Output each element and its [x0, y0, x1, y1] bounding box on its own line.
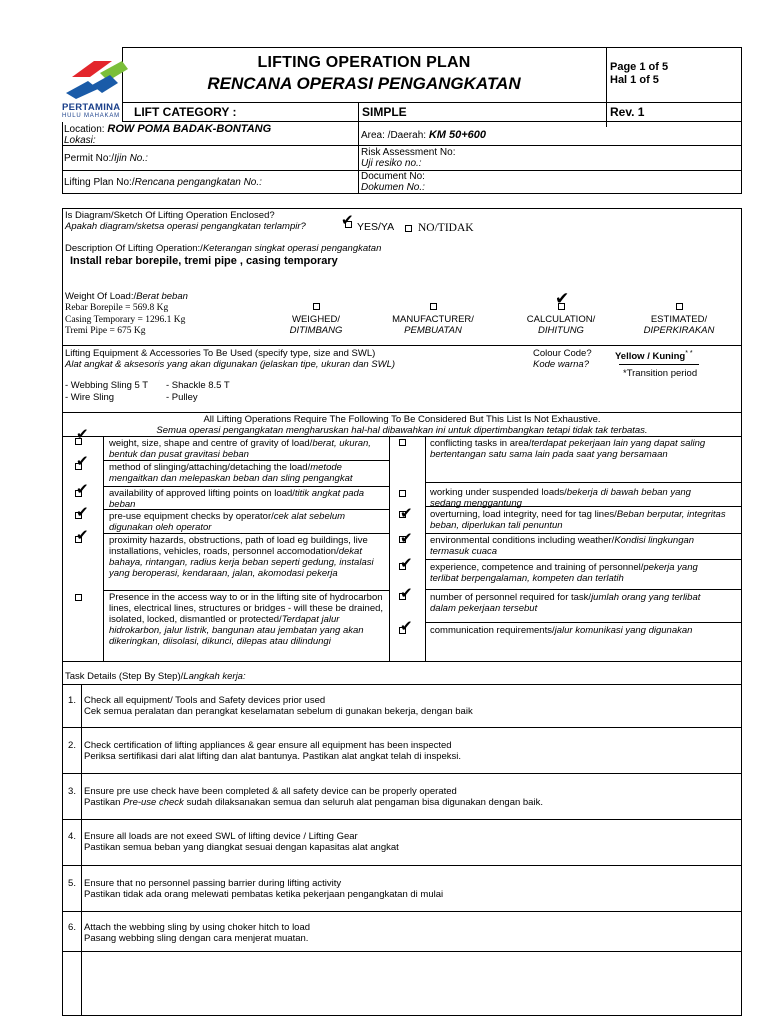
consideration-checkbox[interactable]	[399, 627, 406, 634]
weight-label	[65, 291, 188, 302]
page-number	[610, 61, 668, 86]
page-title-en: LIFTING OPERATION PLAN	[257, 54, 471, 71]
item-id: jalur komunikasi yang digunakan	[554, 625, 693, 636]
equipment-item: - Wire Sling	[65, 392, 115, 403]
description-value: Install rebar borepile, tremi pipe , casing temporary	[70, 255, 338, 267]
consideration-checkbox[interactable]	[75, 438, 82, 445]
risk-field	[361, 147, 455, 169]
item-id: Terdapat jalur hidrokarbon, jalur listrik, bangunan atau jembatan yang akan dikeringkan, diisolasi, dikunci, dilepas atau dilindungi	[109, 614, 364, 647]
item-id: dekat bahaya, rintangan, radius kerja beban seperti gedung, instalasi yang beroperasi, kendaraan, jalan, akomodasi pekerja	[109, 546, 374, 579]
item-id: titik angkat pada beban	[109, 488, 365, 510]
weight-item: Casing Temporary = 1296.1 Kg	[65, 314, 186, 325]
item-id: Kondisi lingkungan termasuk cuaca	[430, 535, 695, 557]
lift-category-value: SIMPLE	[362, 105, 407, 119]
item-en: method of slinging/attaching/detaching the load/	[109, 462, 311, 473]
equipment-item: - Pulley	[166, 392, 198, 403]
step-number: 3.	[68, 786, 76, 797]
step-number: 5.	[68, 878, 76, 889]
equipment-item: - Webbing Sling 5 T	[65, 380, 149, 391]
document-field	[361, 171, 425, 193]
logo-name: PERTAMINA	[62, 102, 121, 113]
item-id: berat, ukuran, bentuk dan pusat gravitasi beban	[109, 438, 371, 460]
weight-items	[65, 303, 185, 338]
step-id-pre: Pastikan	[84, 797, 124, 808]
diagram-question-en: Is Diagram/Sketch Of Lifting Operation Enclosed?	[65, 210, 275, 221]
info-table	[62, 122, 742, 194]
method-en: WEIGHED/	[291, 314, 341, 325]
consideration-item	[109, 511, 385, 533]
method-en: MANUFACTURER/	[392, 314, 474, 325]
method-id: DITIMBANG	[289, 325, 343, 336]
consideration-item	[109, 462, 385, 484]
consideration-checkbox[interactable]	[399, 563, 406, 570]
step-en: Ensure all loads are not exeed SWL of lifting device / Lifting Gear	[84, 831, 358, 842]
calculation-check-icon: ✔	[555, 289, 570, 309]
consideration-item	[109, 535, 387, 579]
risk-label: Risk Assessment No:	[361, 147, 456, 158]
item-en: environmental conditions including weather/	[430, 535, 615, 546]
lift-category-row	[122, 102, 742, 122]
yes-label: YES/YA	[357, 221, 395, 233]
location-label-id: Lokasi:	[64, 135, 96, 146]
permit-label-id: Ijin No.:	[114, 153, 148, 164]
item-en: overturning, load integrity, need for tag lines/	[430, 509, 617, 520]
manufacturer-checkbox[interactable]	[430, 303, 437, 310]
permit-label: Permit No:/	[64, 153, 115, 164]
colour-code-label	[533, 348, 592, 370]
no-label: NO/TIDAK	[418, 222, 474, 234]
colour-code-mark: * *	[685, 350, 693, 357]
consideration-item	[109, 592, 387, 647]
diagram-question	[65, 210, 325, 232]
item-en: availability of approved lifting points on load/	[109, 488, 295, 499]
consideration-item	[430, 592, 720, 614]
item-id: cek alat sebelum digunakan oleh operator	[109, 511, 346, 533]
item-en: weight, size, shape and centre of gravity of load/	[109, 438, 313, 449]
permit-field	[64, 153, 148, 164]
equipment-item: - Shackle 8.5 T	[166, 380, 230, 391]
colour-code-value-text: Yellow / Kuning	[615, 351, 686, 363]
item-en: conflicting tasks in area/	[430, 438, 532, 449]
plan-label-id: Rencana pengangkatan No.:	[134, 177, 262, 188]
document-label: Document No:	[361, 171, 425, 182]
plan-label: Lifting Plan No:/	[64, 177, 135, 188]
considerations-intro-en: All Lifting Operations Require The Following To Be Considered But This List Is Not Exhaustive.	[203, 414, 601, 425]
check-icon: ✔	[400, 617, 413, 635]
consideration-item	[430, 487, 720, 509]
check-icon: ✔	[76, 425, 89, 443]
consideration-checkbox[interactable]	[399, 593, 406, 600]
consideration-checkbox[interactable]	[399, 490, 406, 497]
description-label	[65, 243, 381, 254]
step-number: 2.	[68, 740, 76, 751]
risk-label-id: Uji resiko no.:	[361, 158, 422, 169]
step-number: 1.	[68, 695, 76, 706]
method-en: ESTIMATED/	[650, 314, 708, 325]
task-details-label-id: Langkah kerja:	[183, 671, 246, 682]
weight-label-en: Weight Of Load:/	[65, 291, 137, 302]
method-manufacturer	[383, 301, 483, 336]
consideration-checkbox[interactable]	[75, 490, 82, 497]
consideration-checkbox[interactable]	[399, 536, 406, 543]
consideration-item	[109, 488, 385, 510]
weight-item: Tremi Pipe = 675 Kg	[65, 326, 146, 336]
description-label-id: Keterangan singkat operasi pengangkatan	[202, 243, 382, 254]
area-label: Area: /Daerah:	[361, 130, 429, 141]
consideration-item	[430, 438, 720, 460]
item-id: bekerja di bawah beban yang sedang menggantung	[430, 487, 691, 509]
item-id: terdapat pekerjaan lain yang dapat saling bertentangan satu sama lain pada saat yang bersamaan	[430, 438, 706, 460]
consideration-checkbox[interactable]	[399, 511, 406, 518]
step-id: Cek semua peralatan dan perangkat keselamatan sebelum di gunakan bekerja, dengan baik	[84, 706, 473, 717]
item-en: communication requirements/	[430, 625, 555, 636]
check-icon: ✔	[76, 452, 89, 470]
colour-code-value	[615, 348, 693, 362]
location-field	[64, 124, 271, 146]
item-en: pre-use equipment checks by operator/	[109, 511, 274, 522]
considerations-intro-id: Semua operasi pengangkatan mengharuskan hal-hal dibawahkan ini untuk dipertimbangkan tetapi tidak tak terbatas.	[156, 425, 648, 436]
item-id: metode mengaitkan dan melepaskan beban dan sling pengangkat	[109, 462, 353, 484]
step-en: Check certification of lifting appliances & gear ensure all equipment has been inspected	[84, 740, 452, 751]
step-en: Attach the webbing sling by using choker hitch to load	[84, 922, 311, 933]
document-label-id: Dokumen No.:	[361, 182, 425, 193]
check-icon: ✔	[400, 584, 413, 602]
task-details-label-en: Task Details (Step By Step)/	[65, 671, 184, 682]
consideration-item	[109, 438, 385, 460]
check-icon: ✔	[400, 529, 413, 547]
step-number: 6.	[68, 922, 76, 933]
item-en: experience, competence and training of personnel/	[430, 562, 644, 573]
item-id: jumlah orang yang terlibat dalam pekerjaan tersebut	[430, 592, 701, 614]
step-id: Periksa sertifikasi dari alat lifting dan alat bantunya. Pastikan alat angkat telah di inspeksi.	[84, 751, 462, 762]
step-id: Pastikan tidak ada orang melewati pembatas ketika pekerjaan pengangkatan di mulai	[84, 889, 444, 900]
considerations-intro	[63, 414, 741, 436]
location-label: Location:	[64, 124, 108, 135]
yes-checkbox[interactable]	[345, 221, 352, 228]
consideration-checkbox[interactable]	[75, 512, 82, 519]
consideration-checkbox[interactable]	[75, 594, 82, 601]
plan-field	[64, 177, 262, 188]
colour-code-id: Kode warna?	[533, 359, 589, 370]
item-id: pekerja yang terlibat berpengalaman, kompeten dan terlatih	[430, 562, 698, 584]
item-en: number of personnel required for task/	[430, 592, 592, 603]
item-en: proximity hazards, obstructions, path of load eg buildings, live installations, vehicles, roads, personnel accomodation/	[109, 535, 368, 557]
diagram-question-id: Apakah diagram/sketsa operasi pengangkatan terlampir?	[65, 221, 306, 232]
item-en: working under suspended loads/	[430, 487, 567, 498]
yes-check-icon: ✔	[341, 211, 354, 229]
description-label-en: Description Of Lifting Operation:/	[65, 243, 203, 254]
consideration-item	[430, 535, 720, 557]
check-icon: ✔	[400, 554, 413, 572]
lift-category-label: LIFT CATEGORY :	[134, 105, 237, 119]
logo-subtitle: HULU MAHAKAM	[62, 113, 120, 119]
rev-number: Rev. 1	[610, 105, 645, 119]
check-icon: ✔	[76, 526, 89, 544]
item-en: Presence in the access way to or in the lifting site of hydrocarbon lines, electrical lines, structures or bridges - will these be drained, isolated, locked, dismantled or protected/	[109, 592, 384, 625]
step-number: 4.	[68, 831, 76, 842]
equipment-label-en: Lifting Equipment & Accessories To Be Used (specify type, size and SWL)	[65, 348, 376, 359]
colour-code-en: Colour Code?	[533, 348, 592, 359]
equipment-label	[65, 348, 395, 370]
page-title-id: RENCANA OPERASI PENGANGKATAN	[207, 74, 521, 93]
consideration-checkbox[interactable]	[75, 536, 82, 543]
page-number-en: Page 1 of 5	[610, 61, 669, 73]
method-weighed	[271, 301, 361, 336]
weight-item: Rebar Borepile = 569.8 Kg	[65, 303, 169, 313]
consideration-item	[430, 625, 720, 636]
method-en: CALCULATION/	[526, 314, 596, 325]
step-en: Ensure that no personnel passing barrier during lifting activity	[84, 878, 342, 889]
step-id: Pastikan semua beban yang diangkat sesuai dengan kapasitas alat angkat	[84, 842, 399, 853]
method-estimated	[629, 301, 729, 336]
step-en: Check all equipment/ Tools and Safety devices prior used	[84, 695, 326, 706]
title-block	[122, 54, 606, 94]
page-number-id: Hal 1 of 5	[610, 74, 659, 86]
consideration-item	[430, 509, 730, 531]
check-icon: ✔	[76, 480, 89, 498]
check-icon: ✔	[76, 503, 89, 521]
weight-label-id: Berat beban	[136, 291, 188, 302]
transition-note: *Transition period	[623, 368, 698, 379]
item-id: Beban berputar, integritas beban, diperlukan tali penuntun	[430, 509, 726, 531]
method-id: DIHITUNG	[538, 325, 584, 336]
method-id: DIPERKIRAKAN	[643, 325, 715, 336]
step-id-post: sudah dilaksanakan semua dan seluruh alat pengaman bisa digunakan dengan baik.	[183, 797, 543, 808]
step-en: Ensure pre use check have been completed & all safety device can be properly operated	[84, 786, 457, 797]
check-icon: ✔	[400, 504, 413, 522]
task-details-label	[65, 671, 246, 682]
main-body	[62, 208, 742, 1016]
no-checkbox[interactable]	[405, 225, 412, 232]
consideration-item	[430, 562, 720, 584]
consideration-checkbox[interactable]	[399, 439, 406, 446]
area-value: KM 50+600	[428, 129, 486, 141]
step-id	[84, 797, 543, 808]
estimated-checkbox[interactable]	[676, 303, 683, 310]
method-id: PEMBUATAN	[404, 325, 462, 336]
consideration-checkbox[interactable]	[75, 463, 82, 470]
equipment-label-id: Alat angkat & aksesoris yang akan digunakan (jelaskan tipe, ukuran dan SWL)	[65, 359, 396, 370]
location-value: ROW POMA BADAK-BONTANG	[107, 123, 272, 135]
step-id-italic: Pre-use check	[123, 797, 184, 808]
area-field	[361, 129, 486, 141]
weighed-checkbox[interactable]	[313, 303, 320, 310]
step-id: Pasang webbing sling dengan cara menjerat muatan.	[84, 933, 309, 944]
